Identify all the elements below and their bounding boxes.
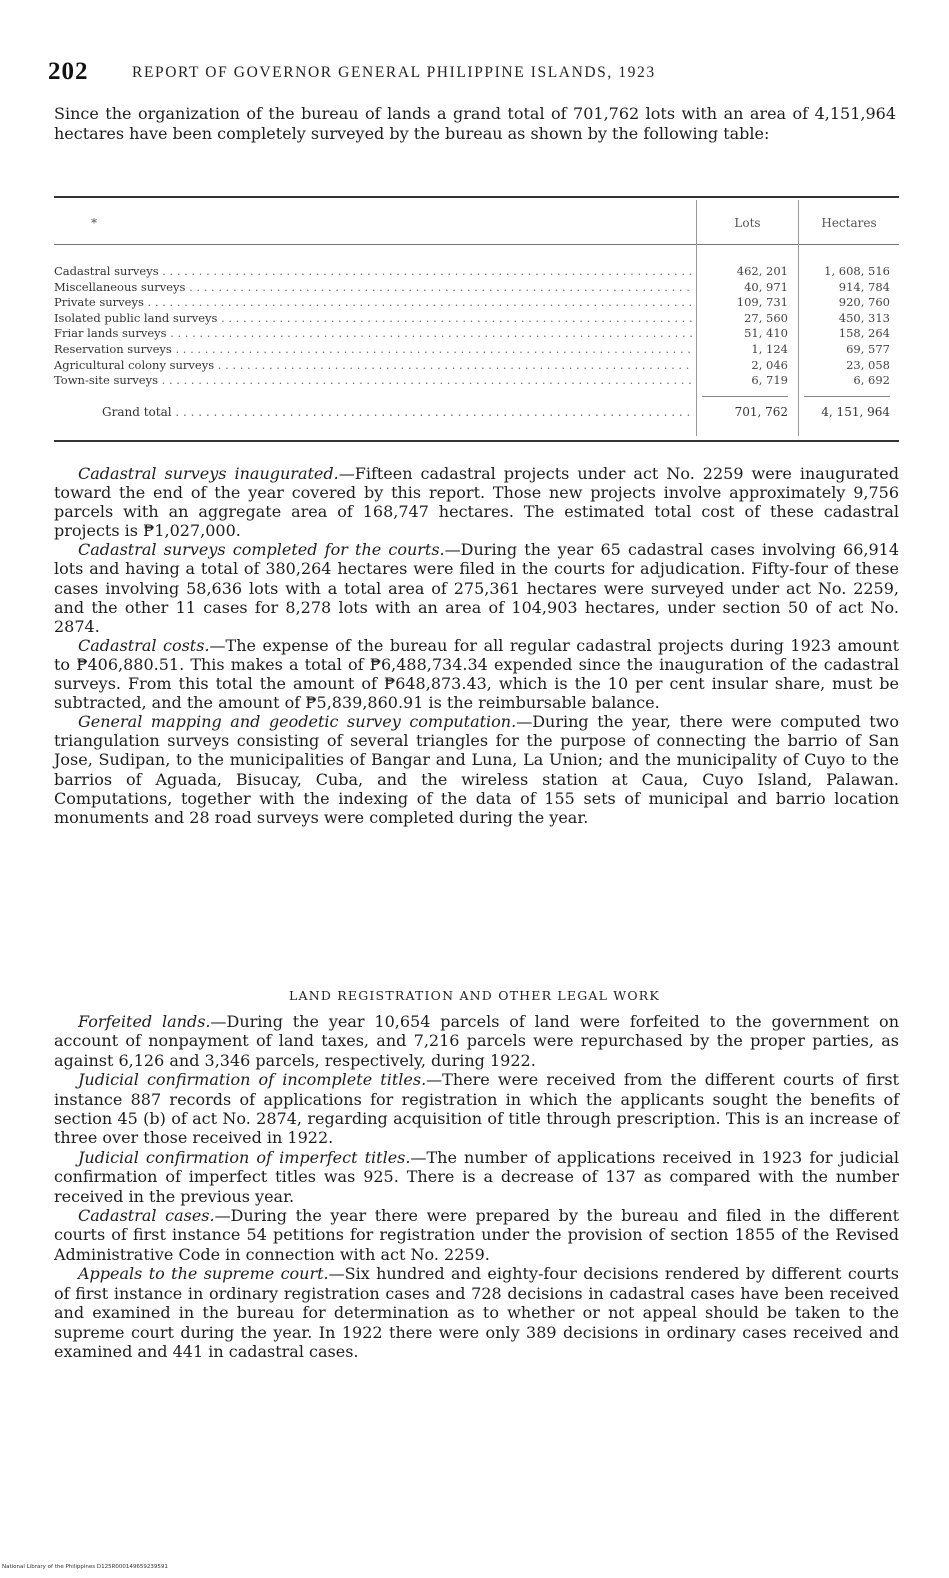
paragraph-lead: Judicial confirmation of incomplete titles. — [78, 1070, 427, 1090]
paragraph-lead: Cadastral cases. — [78, 1206, 215, 1226]
section-heading: LAND REGISTRATION AND OTHER LEGAL WORK — [289, 988, 660, 1003]
row-label: Miscellaneous surveys . . . — [54, 280, 692, 296]
table-header-lots: Lots — [734, 216, 761, 230]
paragraph-text: —There were received from the different courts of first instance 887 records of applications for registration in which the applicants sought the benefits of section 45 (b) of act No. 2874, regarding acquisition of title through prescription. This is an increase of three over those received in 1922. — [54, 1070, 899, 1148]
table-row — [54, 295, 899, 311]
intro-paragraph: Since the organization of the bureau of lands a grand total of 701,762 lots with an area of 4,151,964 hectares have been completely surveyed by the bureau as shown by the following table: — [54, 104, 896, 143]
paragraph-lead: Cadastral costs. — [78, 635, 210, 655]
scan-footer: National Library of the Philippines D125R000149659239591 — [2, 1564, 168, 1570]
paragraph-text: —Six hundred and eighty-four decisions rendered by different courts of first instance in ordinary registration cases and 728 decisions in cadastral cases have been received and examined in the bureau for determination as to whether or not appeal should be taken to the supreme court during the year. In 1922 there were only 389 decisions in ordinary cases received and examined and 441 in cadastral cases. — [54, 1264, 900, 1361]
row-hectares: 450, 313 — [838, 310, 890, 325]
paragraph-text: —During the year 10,654 parcels of land were forfeited to the government on account of nonpayment of land taxes, and 7,216 parcels were repurchased by the proper parties, as against 6,126 and 3,346 parcels, respectively, during 1922. — [54, 1012, 899, 1070]
table-row — [54, 326, 899, 342]
paragraph-lead: Cadastral surveys inaugurated. — [78, 464, 339, 483]
paragraph — [54, 712, 899, 827]
row-label: Town-site surveys . . . — [54, 373, 692, 389]
survey-table — [54, 196, 899, 442]
row-label: Friar lands surveys . . . — [54, 326, 692, 342]
row-label: Isolated public land surveys . . . — [54, 311, 692, 327]
row-hectares: 69, 577 — [846, 341, 890, 356]
table-body — [54, 264, 899, 389]
paragraph-lead: Forfeited lands. — [78, 1012, 211, 1031]
total-lots: 701, 762 — [734, 405, 788, 419]
table-total-row — [54, 403, 899, 421]
paragraph — [54, 540, 899, 635]
paragraph — [54, 1148, 899, 1206]
table-row — [54, 358, 899, 374]
row-lots: 6, 719 — [751, 373, 788, 388]
paragraph — [54, 1012, 899, 1070]
row-lots: 462, 201 — [736, 264, 788, 278]
paragraph-text: —The expense of the bureau for all regular cadastral projects during 1923 amount to ₱406,880.51. This makes a total of ₱6,488,734.34 expended since the inauguration of the cadastral surveys. From this total the amount of ₱648,873.43, which is the 10 per cent insular share, must be subtracted, and the amount of ₱5,839,860.91 is the reimbursable balance. — [54, 635, 899, 713]
paragraph — [54, 1264, 899, 1361]
row-hectares: 23, 058 — [846, 357, 890, 372]
row-label: Private surveys . . . — [54, 295, 692, 311]
paragraph-lead: Judicial confirmation of imperfect titles. — [78, 1147, 411, 1167]
total-label: Grand total . . . — [102, 403, 692, 421]
row-label: Agricultural colony surveys . . . — [54, 358, 692, 374]
paragraph — [54, 464, 899, 540]
row-label: Reservation surveys . . . — [54, 342, 692, 358]
cadastral-section — [54, 464, 899, 827]
row-hectares: 158, 264 — [838, 326, 890, 341]
row-label: Cadastral surveys . . . — [54, 264, 692, 280]
paragraph-text: —During the year 65 cadastral cases involving 66,914 lots and having a total of 380,264 hectares were filed in the courts for adjudication. Fifty-four of these cases involving 58,636 lots with a total area of 275,361 hectares were surveyed under act No. 2259, and the other 11 cases for 8,278 lots with an area of 104,903 hectares, under section 50 of act No. 2874. — [54, 540, 899, 636]
paragraph-text: —During the year, there were computed two triangulation surveys consisting of several triangles for the purpose of connecting the barrio of San Jose, Sudipan, to the municipalities of Bangar and Luna, La Union; and the municipality of Cuyo to the barrios of Aguada, Bisucay, Cuba, and the wireless station at Caua, Cuyo Island, Palawan. Computations, together with the indexing of the data of 155 sets of municipal and barrio location monuments and 28 road surveys were completed during the year. — [54, 712, 900, 827]
paragraph — [54, 1206, 899, 1264]
table-bottom-rule — [54, 440, 899, 442]
paragraph-text: —During the year there were prepared by the bureau and filed in the different courts of first instance 54 petitions for registration under the provision of section 1855 of the Revised Administrative Code in connection with act No. 2259. — [54, 1206, 899, 1264]
page-number: 202 — [48, 58, 89, 85]
row-lots: 27, 560 — [744, 310, 788, 325]
table-header-blank: * — [91, 216, 97, 230]
row-hectares: 6, 692 — [853, 373, 890, 388]
paragraph-lead: Appeals to the supreme court. — [78, 1264, 329, 1284]
row-hectares: 1, 608, 516 — [824, 264, 890, 278]
paragraph-text: —The number of applications received in 1923 for judicial confirmation of imperfect titles was 925. There is a decrease of 137 as compared with the number received in the previous year. — [54, 1147, 899, 1206]
page-header — [48, 58, 908, 86]
table-row — [54, 311, 899, 327]
row-lots: 2, 046 — [751, 357, 788, 372]
total-rule — [702, 396, 788, 397]
total-hectares: 4, 151, 964 — [821, 405, 890, 419]
row-lots: 1, 124 — [751, 341, 788, 356]
table-top-rule — [54, 196, 899, 198]
row-hectares: 920, 760 — [838, 295, 890, 310]
paragraph-lead: General mapping and geodetic survey computation. — [78, 712, 517, 732]
running-title: REPORT OF GOVERNOR GENERAL PHILIPPINE ISLANDS, 1923 — [132, 64, 656, 81]
table-row — [54, 280, 899, 296]
table-header-rule — [54, 244, 899, 245]
row-lots: 109, 731 — [736, 295, 788, 310]
paragraph — [54, 636, 899, 712]
row-hectares: 914, 784 — [838, 279, 890, 294]
land-registration-section — [54, 1012, 899, 1361]
row-lots: 51, 410 — [744, 326, 788, 341]
table-row — [54, 373, 899, 389]
row-lots: 40, 971 — [744, 279, 788, 294]
paragraph-lead: Cadastral surveys completed for the courts. — [78, 540, 445, 560]
paragraph — [54, 1070, 899, 1148]
table-row — [54, 342, 899, 358]
table-header-hectares: Hectares — [821, 216, 877, 230]
table-row — [54, 264, 899, 280]
total-rule — [804, 396, 890, 397]
paragraph-text: —Fifteen cadastral projects under act No. 2259 were inaugurated toward the end of the year covered by this report. Those new projects involve approximately 9,756 parcels with an aggregate area of 168,747 hectares. The estimated total cost of these cadastral projects is ₱1,027,000. — [54, 464, 900, 541]
